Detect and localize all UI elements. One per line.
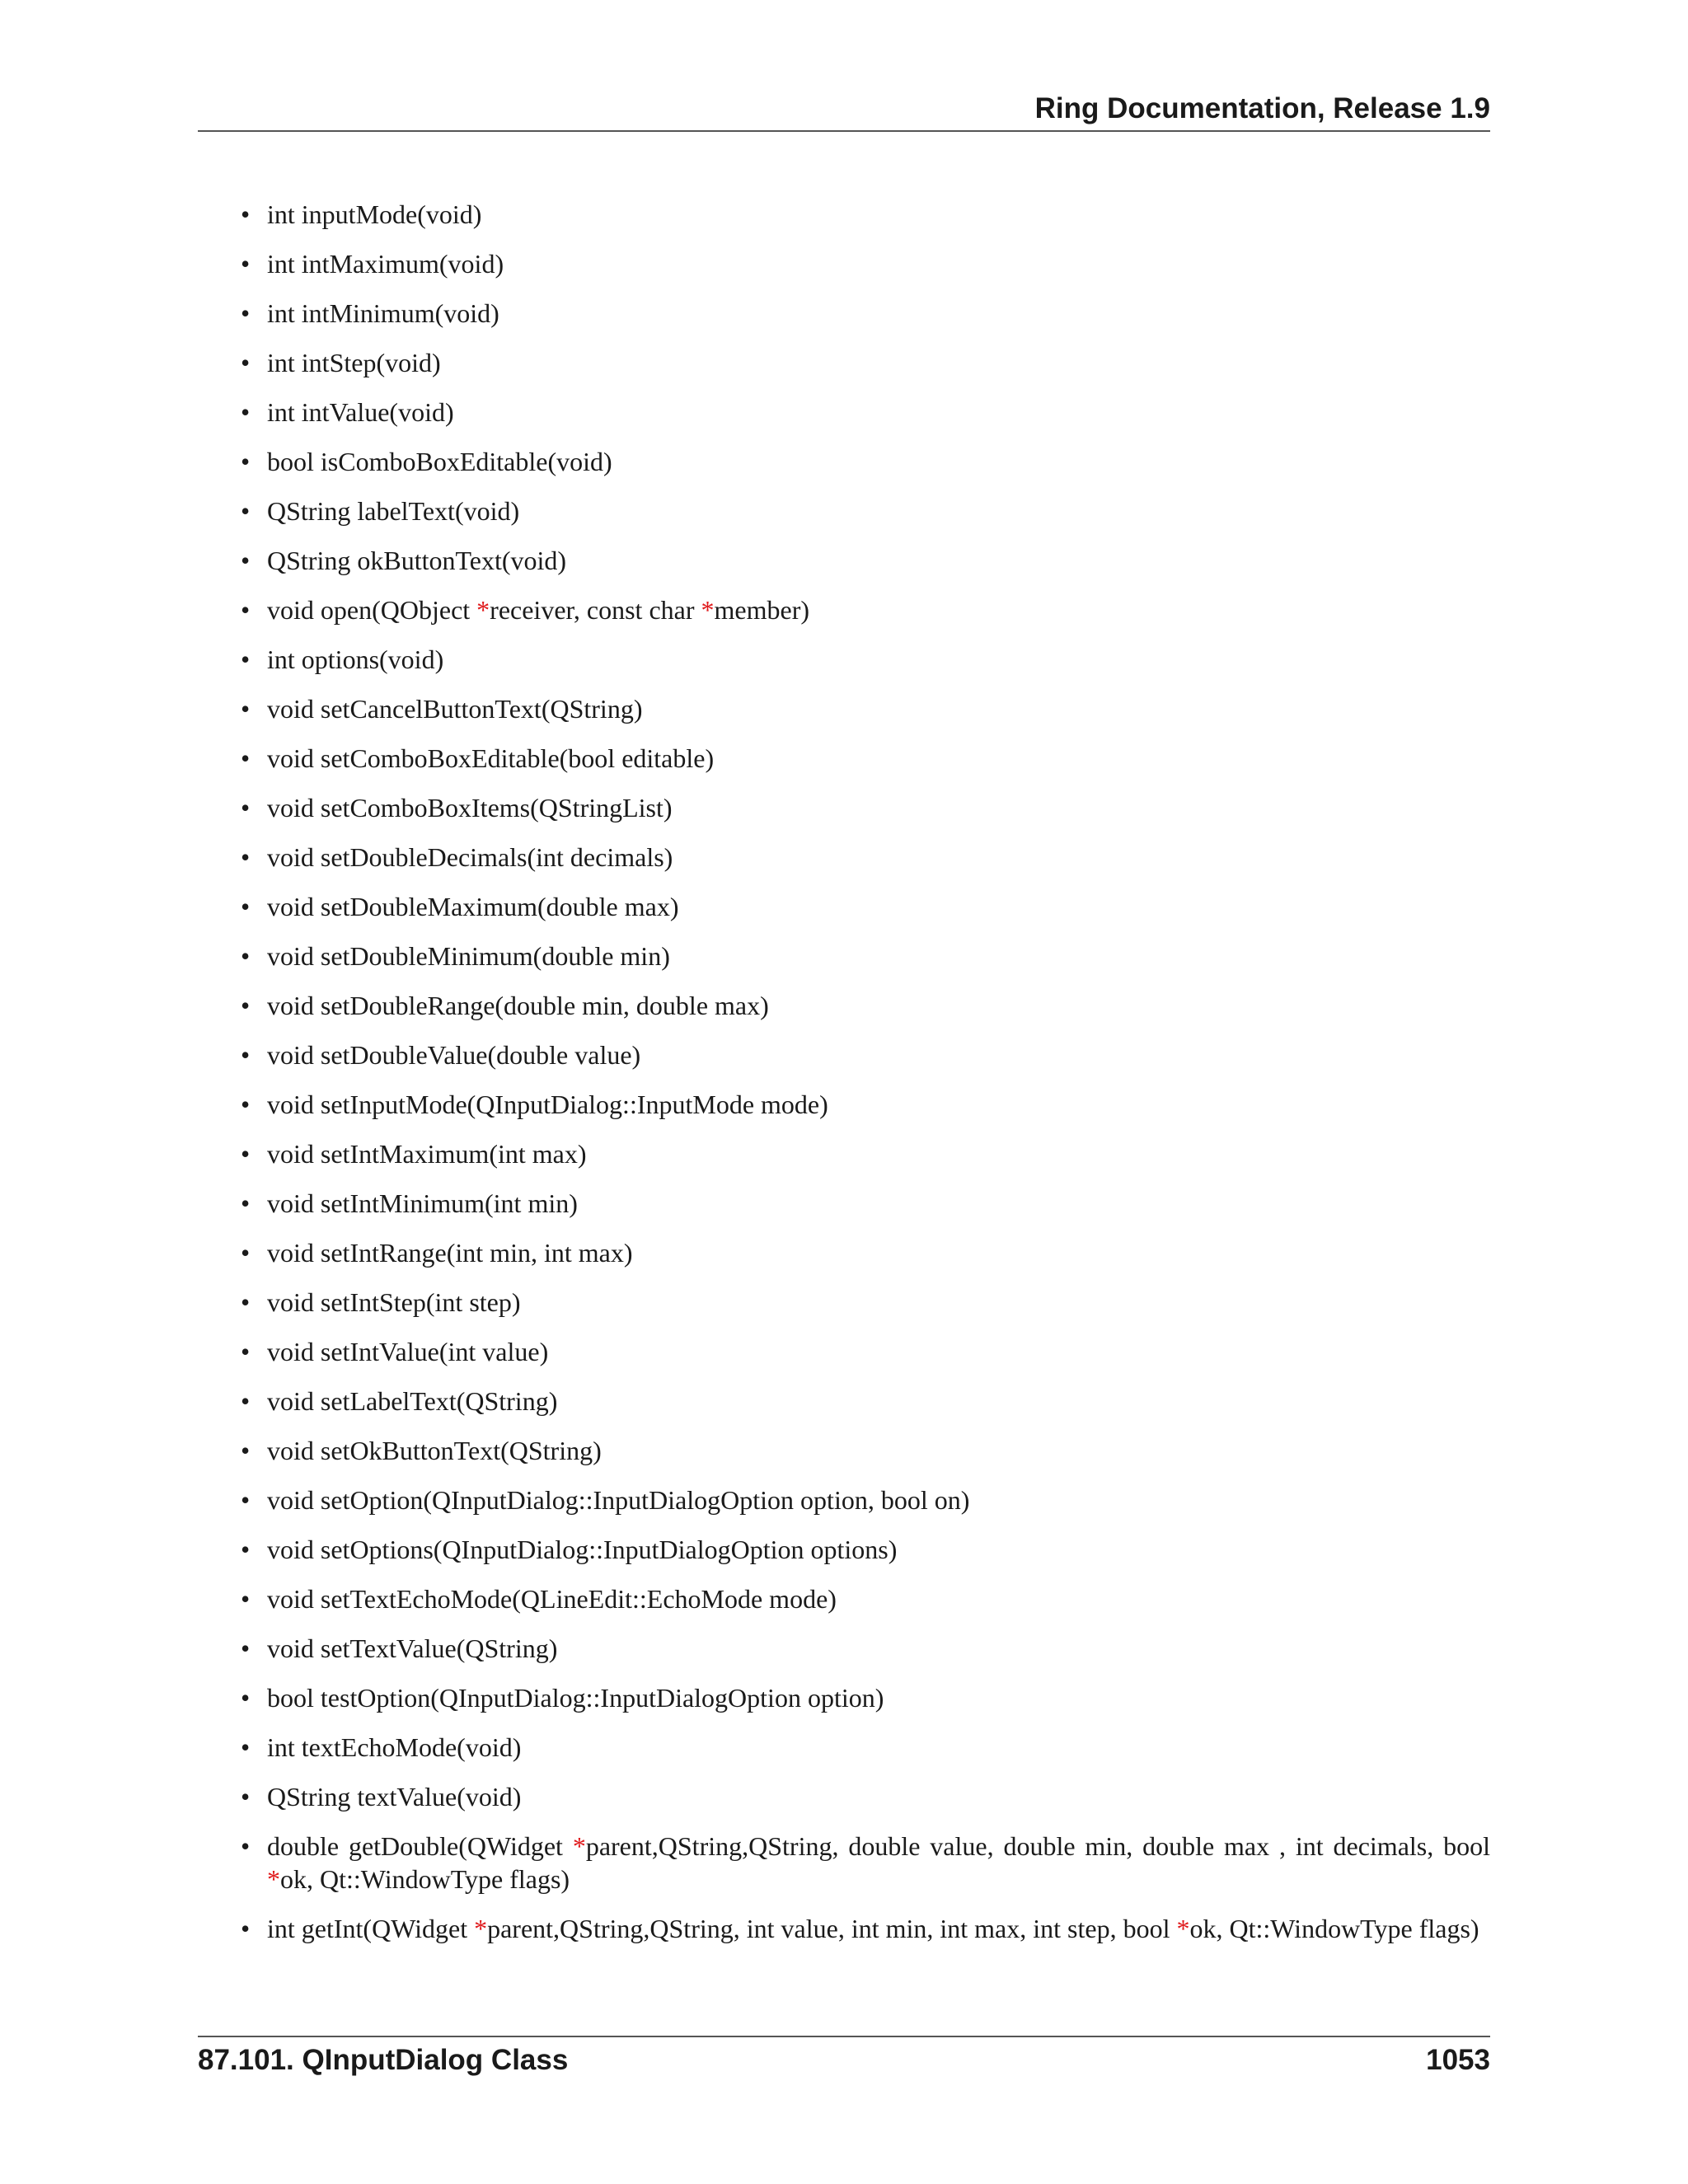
pointer-star: * xyxy=(267,1864,280,1894)
page-number: 1053 xyxy=(1426,2044,1490,2076)
bullet-icon: • xyxy=(241,1139,251,1169)
pointer-star: * xyxy=(474,1914,488,1943)
list-item xyxy=(198,445,1490,478)
method-signature-text: void setOkButtonText(QString) xyxy=(267,1436,602,1465)
bullet-icon: • xyxy=(241,1090,251,1119)
bullet-icon: • xyxy=(241,941,251,971)
bullet-icon: • xyxy=(241,1633,251,1663)
method-signature-text: void setIntRange(int min, int max) xyxy=(267,1238,633,1268)
list-item xyxy=(198,1780,1490,1813)
section-title: 87.101. QInputDialog Class xyxy=(198,2044,569,2076)
bullet-icon: • xyxy=(241,1436,251,1465)
list-item xyxy=(198,692,1490,725)
running-header: Ring Documentation, Release 1.9 xyxy=(1034,92,1490,124)
method-signature-text: int inputMode(void) xyxy=(267,199,482,229)
bullet-icon: • xyxy=(241,447,251,476)
method-signature-text: int intStep(void) xyxy=(267,348,441,377)
list-item xyxy=(198,1335,1490,1368)
method-signature-text: ok, Qt::WindowType flags) xyxy=(1189,1914,1479,1943)
bullet-icon: • xyxy=(241,1485,251,1515)
bullet-icon: • xyxy=(241,397,251,427)
list-item xyxy=(198,940,1490,972)
method-signature-text: int intValue(void) xyxy=(267,397,454,427)
list-item xyxy=(198,1533,1490,1566)
method-signature-text: void setIntMinimum(int min) xyxy=(267,1188,578,1218)
bullet-icon: • xyxy=(241,1238,251,1268)
method-signature-text: parent,QString,QString, int value, int min, int max, int step, bool xyxy=(487,1914,1177,1943)
list-item xyxy=(198,742,1490,775)
bullet-icon: • xyxy=(241,694,251,724)
bullet-icon: • xyxy=(241,991,251,1020)
method-signature-text: void setDoubleMinimum(double min) xyxy=(267,941,670,971)
list-item xyxy=(198,1582,1490,1615)
pointer-star: * xyxy=(476,595,490,625)
list-item xyxy=(198,791,1490,824)
list-item xyxy=(198,1830,1490,1896)
list-item xyxy=(198,297,1490,330)
method-signature-text: void setOption(QInputDialog::InputDialogOption option, bool on) xyxy=(267,1485,970,1515)
method-signature-text: void setLabelText(QString) xyxy=(267,1386,558,1416)
method-signature-text: void setCancelButtonText(QString) xyxy=(267,694,643,724)
bullet-icon: • xyxy=(241,1287,251,1317)
list-item xyxy=(198,1236,1490,1269)
method-signature-text: int intMinimum(void) xyxy=(267,298,499,328)
method-signature-text: bool isComboBoxEditable(void) xyxy=(267,447,612,476)
bullet-icon: • xyxy=(241,1584,251,1614)
bullet-icon: • xyxy=(241,298,251,328)
method-signature-text: QString okButtonText(void) xyxy=(267,546,567,575)
list-item xyxy=(198,1187,1490,1220)
method-signature-text: void setTextValue(QString) xyxy=(267,1633,558,1663)
list-item xyxy=(198,346,1490,379)
method-signature-text: void setDoubleRange(double min, double max) xyxy=(267,991,769,1020)
bullet-icon: • xyxy=(241,1914,251,1943)
list-item xyxy=(198,989,1490,1022)
bullet-icon: • xyxy=(241,1683,251,1713)
method-signature-text: void setComboBoxEditable(bool editable) xyxy=(267,743,715,773)
method-signature-text: void setIntMaximum(int max) xyxy=(267,1139,587,1169)
bullet-icon: • xyxy=(241,546,251,575)
bullet-icon: • xyxy=(241,743,251,773)
method-signature-text: void open(QObject xyxy=(267,595,477,625)
list-item xyxy=(198,643,1490,676)
method-signature-text: parent,QString,QString, double value, double min, double max , int decimals, bool xyxy=(585,1831,1491,1861)
bullet-icon: • xyxy=(241,1782,251,1811)
list-item xyxy=(198,1286,1490,1319)
list-item xyxy=(198,247,1490,280)
bullet-icon: • xyxy=(241,842,251,872)
list-item xyxy=(198,1731,1490,1764)
list-item xyxy=(198,1681,1490,1714)
method-signature-text: double getDouble(QWidget xyxy=(267,1831,573,1861)
bullet-icon: • xyxy=(241,1535,251,1564)
method-signature-text: void setTextEchoMode(QLineEdit::EchoMode mode) xyxy=(267,1584,837,1614)
bullet-icon: • xyxy=(241,1732,251,1762)
method-signature-text: int options(void) xyxy=(267,644,444,674)
list-item xyxy=(198,1632,1490,1665)
pointer-star: * xyxy=(1176,1914,1190,1943)
list-item xyxy=(198,544,1490,577)
method-signature-text: void setDoubleDecimals(int decimals) xyxy=(267,842,673,872)
method-signature-text: int textEchoMode(void) xyxy=(267,1732,522,1762)
bullet-icon: • xyxy=(241,1337,251,1366)
method-signature-text: bool testOption(QInputDialog::InputDialogOption option) xyxy=(267,1683,884,1713)
list-item xyxy=(198,396,1490,429)
list-item xyxy=(198,1434,1490,1467)
method-signature-text: void setIntStep(int step) xyxy=(267,1287,521,1317)
method-signature-text: int intMaximum(void) xyxy=(267,249,504,279)
bullet-icon: • xyxy=(241,595,251,625)
bullet-icon: • xyxy=(241,892,251,921)
method-signature-text: void setComboBoxItems(QStringList) xyxy=(267,793,673,823)
header-rule xyxy=(198,130,1490,132)
bullet-icon: • xyxy=(241,793,251,823)
list-item xyxy=(198,198,1490,231)
method-signature-text: void setDoubleValue(double value) xyxy=(267,1040,641,1070)
bullet-icon: • xyxy=(241,644,251,674)
method-signature-text: void setOptions(QInputDialog::InputDialogOption options) xyxy=(267,1535,898,1564)
bullet-icon: • xyxy=(241,199,251,229)
list-item xyxy=(198,841,1490,874)
footer-rule xyxy=(198,2036,1490,2037)
list-item xyxy=(198,494,1490,527)
method-signature-text: receiver, const char xyxy=(490,595,701,625)
bullet-icon: • xyxy=(241,1040,251,1070)
method-signature-text: ok, Qt::WindowType flags) xyxy=(280,1864,570,1894)
pointer-star: * xyxy=(701,595,715,625)
list-item xyxy=(198,1483,1490,1516)
list-item xyxy=(198,1137,1490,1170)
method-signature-text: void setIntValue(int value) xyxy=(267,1337,549,1366)
method-signature-text: int getInt(QWidget xyxy=(267,1914,475,1943)
bullet-icon: • xyxy=(241,1188,251,1218)
list-item xyxy=(198,1912,1490,1945)
list-item xyxy=(198,890,1490,923)
method-signature-text: void setDoubleMaximum(double max) xyxy=(267,892,679,921)
pointer-star: * xyxy=(572,1831,586,1861)
method-list xyxy=(198,198,1490,1961)
method-signature-text: QString textValue(void) xyxy=(267,1782,522,1811)
list-item xyxy=(198,593,1490,626)
bullet-icon: • xyxy=(241,348,251,377)
list-item xyxy=(198,1088,1490,1121)
method-signature-text: QString labelText(void) xyxy=(267,496,520,526)
bullet-icon: • xyxy=(241,496,251,526)
list-item xyxy=(198,1385,1490,1418)
method-signature-text: void setInputMode(QInputDialog::InputMode mode) xyxy=(267,1090,828,1119)
method-signature-text: member) xyxy=(714,595,809,625)
list-item xyxy=(198,1038,1490,1071)
bullet-icon: • xyxy=(241,249,251,279)
bullet-icon: • xyxy=(241,1831,251,1861)
page-footer xyxy=(198,2042,1490,2082)
bullet-icon: • xyxy=(241,1386,251,1416)
